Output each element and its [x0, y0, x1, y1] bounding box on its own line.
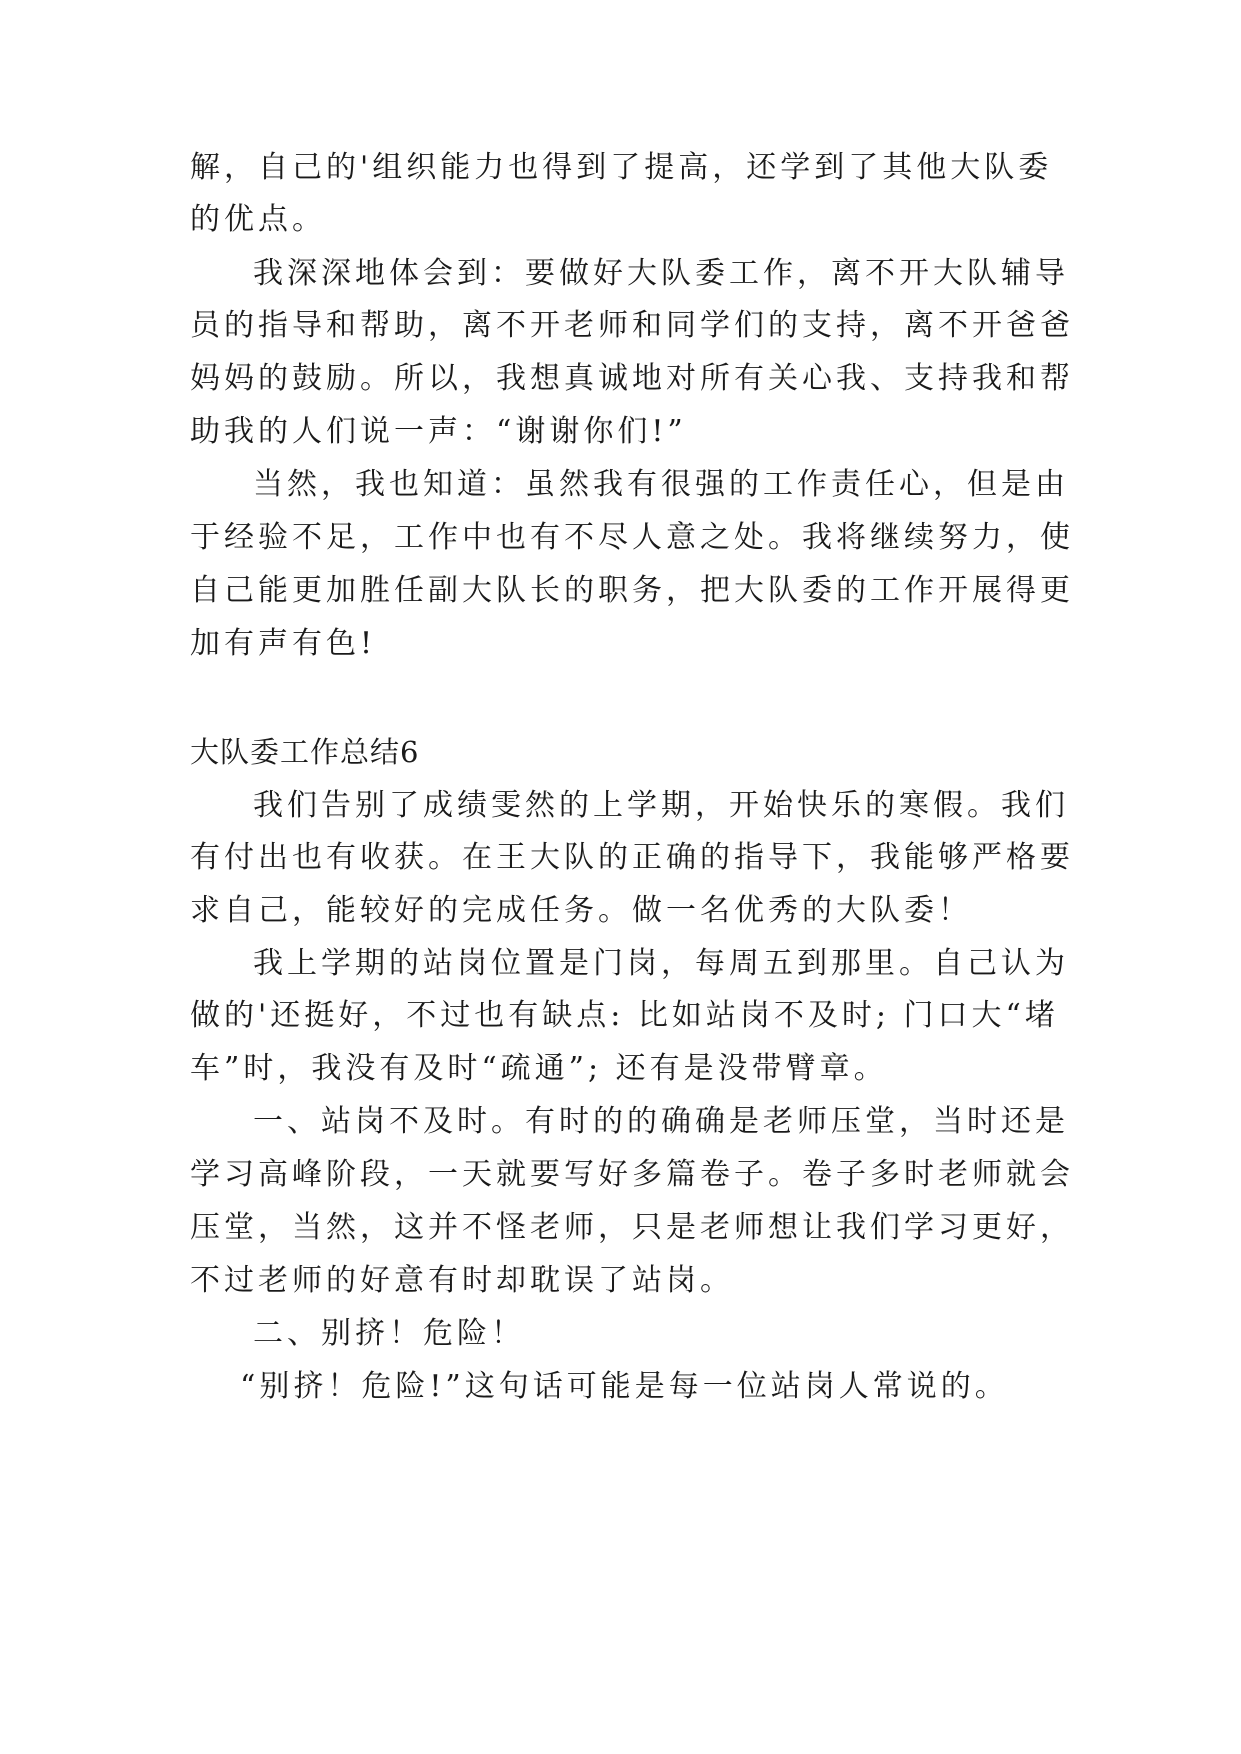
- paragraph-line: 二、别挤！危险！: [253, 1316, 525, 1351]
- paragraph-line: “别挤！危险!”这句话可能是每一位站岗人常说的。: [240, 1369, 1009, 1404]
- paragraph-line: 有付出也有收获。在王大队的正确的指导下，我能够严格要: [190, 840, 1074, 875]
- paragraph-line: 不过老师的好意有时却耽误了站岗。: [190, 1263, 734, 1298]
- paragraph-line: 员的指导和帮助，离不开老师和同学们的支持，离不开爸爸: [190, 308, 1074, 343]
- paragraph-line: 自己能更加胜任副大队长的职务，把大队委的工作开展得更: [190, 573, 1074, 608]
- section-heading: 大队委工作总结6: [190, 735, 420, 769]
- paragraph-line: 我上学期的站岗位置是门岗，每周五到那里。自己认为: [253, 946, 1069, 981]
- paragraph-line: 于经验不足，工作中也有不尽人意之处。我将继续努力，使: [190, 520, 1074, 555]
- paragraph-line: 解，自己的'组织能力也得到了提高，还学到了其他大队委: [190, 150, 1053, 185]
- paragraph-line: 助我的人们说一声：“谢谢你们!”: [190, 414, 687, 449]
- paragraph-line: 求自己，能较好的完成任务。做一名优秀的大队委！: [190, 893, 972, 928]
- paragraph-line: 妈妈的鼓励。所以，我想真诚地对所有关心我、支持我和帮: [190, 361, 1074, 396]
- paragraph-line: 车”时，我没有及时“疏通”; 还有是没带臂章。: [190, 1051, 888, 1086]
- paragraph-line: 压堂，当然，这并不怪老师，只是老师想让我们学习更好，: [190, 1210, 1074, 1245]
- paragraph-line: 加有声有色!: [190, 626, 377, 661]
- paragraph-line: 我们告别了成绩雯然的上学期，开始快乐的寒假。我们: [253, 788, 1069, 823]
- paragraph-line: 的优点。: [190, 202, 326, 237]
- paragraph-line: 做的'还挺好，不过也有缺点: 比如站岗不及时; 门口大“堵: [190, 998, 1059, 1033]
- paragraph-line: 一、站岗不及时。有时的的确确是老师压堂，当时还是: [253, 1104, 1069, 1139]
- paragraph-line: 我深深地体会到：要做好大队委工作，离不开大队辅导: [253, 256, 1069, 291]
- paragraph-line: 当然，我也知道：虽然我有很强的工作责任心，但是由: [253, 467, 1069, 502]
- paragraph-line: 学习高峰阶段，一天就要写好多篇卷子。卷子多时老师就会: [190, 1157, 1074, 1192]
